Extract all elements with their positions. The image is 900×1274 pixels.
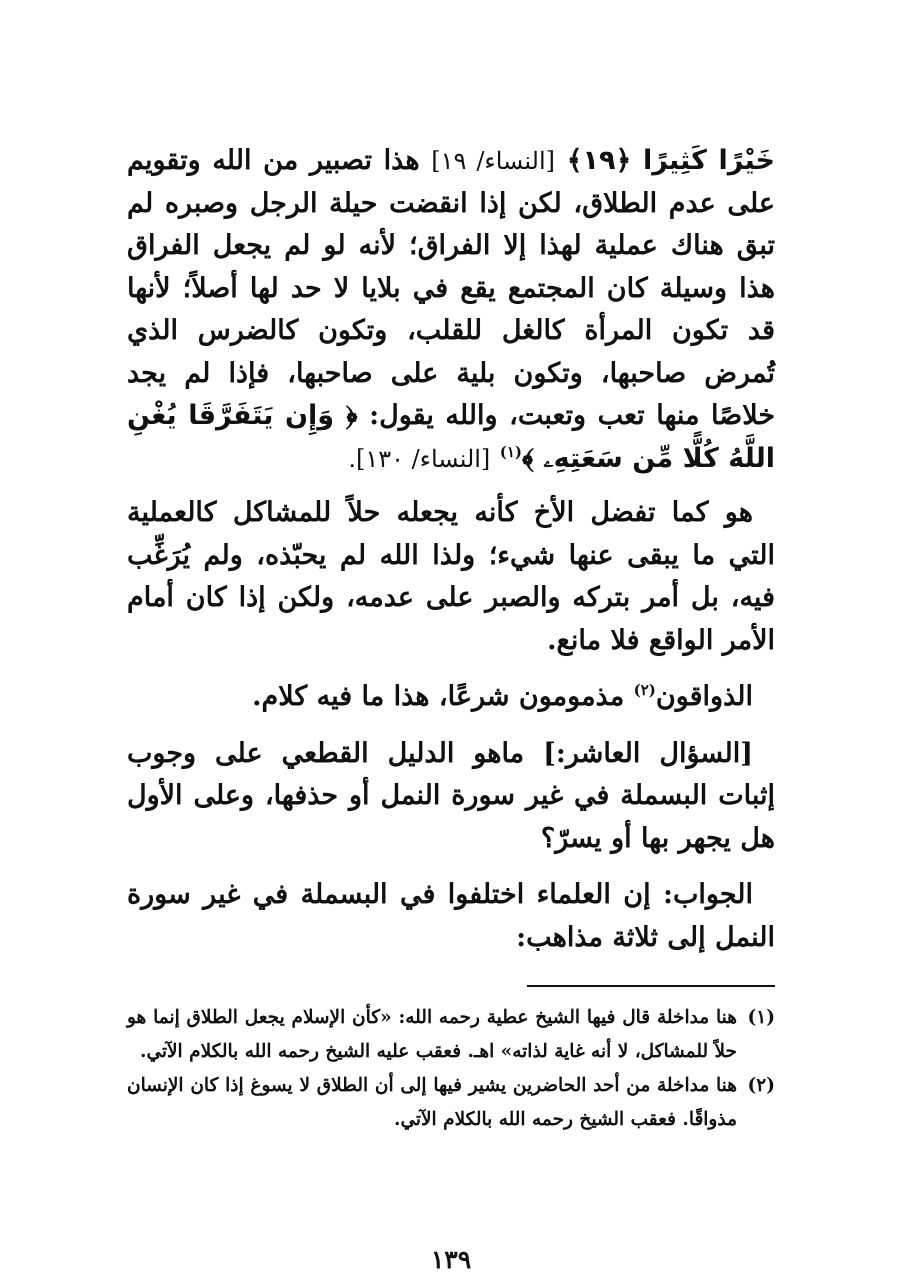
footnote-text: هنا مداخلة قال فيها الشيخ عطية رحمه الله: «كأن الإسلام يجعل الطلاق إنما هو حلاً للمشاكل، لا أنه غاية لذاته» اهـ. فعقب عليه الشيخ رحمه الله بالكلام الآتي. <box>127 1007 737 1062</box>
verse-citation: [النساء/ ١٣٠]. <box>348 444 491 473</box>
question-label: [السؤال العاشر:] <box>543 737 753 769</box>
paragraph-text: مذمومون شرعًا، هذا ما فيه كلام. <box>252 681 625 712</box>
answer-label: الجواب: <box>663 879 753 910</box>
quran-verse: ﴿ وَإِن يَتَفَرَّقَا يُغْنِ اللَّهُ كُلًّا مِّن سَعَتِهِۦ ﴾ <box>127 400 775 474</box>
paragraph-1 <box>127 140 775 480</box>
quran-verse-end: خَيْرًا كَثِيرًا ﴿١٩﴾ <box>566 145 775 176</box>
page-number: ١٣٩ <box>430 1245 472 1274</box>
answer-paragraph <box>127 874 775 959</box>
footnote-number: (٢) <box>747 1075 775 1096</box>
footnote-text: هنا مداخلة من أحد الحاضرين يشير فيها إلى أن الطلاق لا يسوغ إذا كان الإنسان مذواقًا. فعقب الشيخ رحمه الله بالكلام الآتي. <box>127 1075 737 1130</box>
footnote-ref-2: (٢) <box>633 681 656 699</box>
footnote-1 <box>127 1001 775 1069</box>
footnote-number: (١) <box>747 1007 775 1028</box>
book-page <box>127 140 776 1274</box>
paragraph-word: الذواقون <box>655 681 753 712</box>
paragraph-3 <box>127 676 775 719</box>
footnote-divider <box>527 985 775 987</box>
question-paragraph <box>127 733 775 861</box>
paragraph-2: هو كما تفضل الأخ كأنه يجعله حلاً للمشاكل كالعملية التي ما يبقى عنها شيء؛ ولذا الله لم يحبّذه، ولم يُرَغِّب فيه، بل أمر بتركه والصبر على عدمه، ولكن إذا كان أمام الأمر الواقع فلا مانع. <box>127 497 775 656</box>
question-text: ماهو الدليل القطعي على وجوب إثبات البسملة في غير سورة النمل أو حذفها، وعلى الأول هل يجهر بها أو يسرّ؟ <box>127 737 775 854</box>
footnote-2 <box>127 1069 775 1137</box>
footnote-ref-1: (١) <box>499 442 522 461</box>
verse-citation: [النساء/ ١٩] <box>431 147 555 175</box>
paragraph-text: هذا تصبير من الله وتقويم على عدم الطلاق، لكن إذا انقضت حيلة الرجل وصبره لم تبق هناك عملية لهذا إلا الفراق؛ لأنه لو لم يجعل الفراق هذا وسيلة كان المجتمع يقع في بلايا لا حد لها أصلاً؛ لأنها قد تكون المرأة كالغل للقلب، وتكون كالضرس الذي تُمرض صاحبها، وتكون بلية على صاحبها، فإذا لم يجد خلاصًا منها تعب وتعبت، والله يقول: <box>127 145 776 431</box>
answer-text: إن العلماء اختلفوا في البسملة في غير سورة النمل إلى ثلاثة مذاهب: <box>127 879 775 953</box>
